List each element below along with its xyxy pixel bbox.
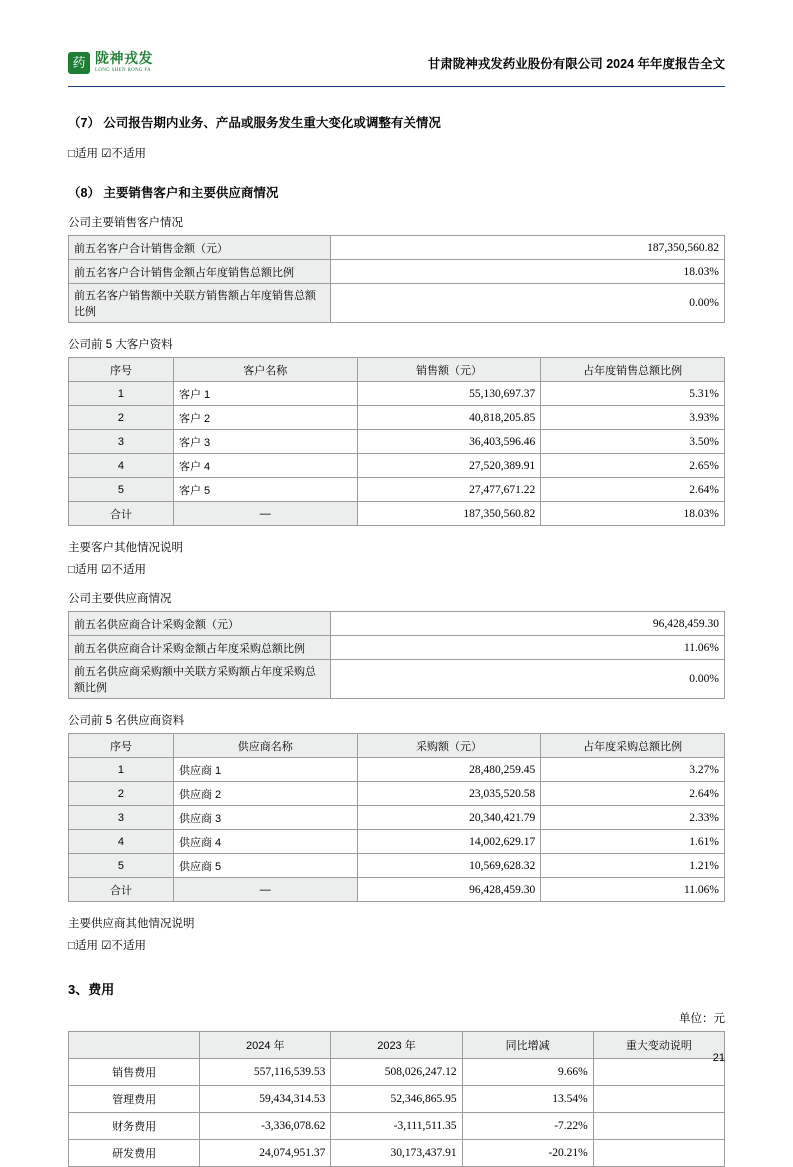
cell-ratio: 2.65% [541,454,725,478]
cell-ratio: 1.61% [541,830,725,854]
cell-ratio: 2.64% [541,782,725,806]
cell-index: 3 [69,430,174,454]
cell-change: 9.66% [462,1059,593,1086]
customer-detail-table [68,357,725,526]
cell-change: -20.21% [462,1140,593,1167]
table-row [69,806,725,830]
column-header: 客户名称 [173,358,357,382]
cell-expense-name: 财务费用 [69,1113,200,1140]
table-header-row [69,358,725,382]
table-row [69,636,725,660]
cell-name: 供应商 2 [173,782,357,806]
cell-index: 1 [69,382,174,406]
table-row [69,382,725,406]
table-total-row [69,502,725,526]
column-header [69,1032,200,1059]
cell-remark [593,1086,724,1113]
supplier-detail-table [68,733,725,902]
cell-amount: 28,480,259.45 [357,758,541,782]
cell-2023: 30,173,437.91 [331,1140,462,1167]
customer-summary-table [68,235,725,323]
row-value: 11.06% [331,636,725,660]
cell-ratio: 1.21% [541,854,725,878]
row-label: 前五名客户销售额中关联方销售额占年度销售总额比例 [69,284,331,323]
cell-amount: 27,520,389.91 [357,454,541,478]
header-title: 甘肃陇神戎发药业股份有限公司 2024 年年度报告全文 [427,57,725,71]
cell-2024: 557,116,539.53 [200,1059,331,1086]
column-header: 采购额（元） [357,734,541,758]
cell-ratio: 2.64% [541,478,725,502]
cell-amount: 14,002,629.17 [357,830,541,854]
cell-amount: 96,428,459.30 [357,878,541,902]
cell-index: 合计 [69,502,174,526]
table-row [69,1086,725,1113]
row-value: 96,428,459.30 [331,612,725,636]
column-header: 2024 年 [200,1032,331,1059]
cell-index: 4 [69,454,174,478]
cell-ratio: 18.03% [541,502,725,526]
cell-ratio: 3.50% [541,430,725,454]
cell-2023: -3,111,511.35 [331,1113,462,1140]
column-header: 同比增减 [462,1032,593,1059]
table-row [69,454,725,478]
table-row [69,830,725,854]
company-logo [68,52,153,74]
cell-2023: 52,346,865.95 [331,1086,462,1113]
column-header: 2023 年 [331,1032,462,1059]
cell-index: 合计 [69,878,174,902]
table-row [69,430,725,454]
row-label: 前五名供应商合计采购金额（元） [69,612,331,636]
column-header: 供应商名称 [173,734,357,758]
cell-index: 5 [69,478,174,502]
cell-amount: 27,477,671.22 [357,478,541,502]
cell-2024: 59,434,314.53 [200,1086,331,1113]
cell-amount: 187,350,560.82 [357,502,541,526]
cell-ratio: 11.06% [541,878,725,902]
column-header: 占年度采购总额比例 [541,734,725,758]
table-header-row [69,734,725,758]
supplier-summary-caption: 公司主要供应商情况 [68,593,172,605]
supplier-other-caption: 主要供应商其他情况说明 [68,918,195,930]
customer-other-applicability: □适用 ☑不适用 [68,564,146,576]
cell-expense-name: 销售费用 [69,1059,200,1086]
cell-amount: 10,569,628.32 [357,854,541,878]
cell-ratio: 3.93% [541,406,725,430]
cell-ratio: 5.31% [541,382,725,406]
cell-index: 1 [69,758,174,782]
cell-amount: 40,818,205.85 [357,406,541,430]
table-row [69,1140,725,1167]
table-row [69,260,725,284]
column-header: 序号 [69,358,174,382]
logo-text [95,53,153,73]
logo-icon: 药 [68,52,90,74]
cell-change: 13.54% [462,1086,593,1113]
cell-index: 3 [69,806,174,830]
cell-2024: -3,336,078.62 [200,1113,331,1140]
cell-amount: 23,035,520.58 [357,782,541,806]
table-row [69,1113,725,1140]
row-value: 0.00% [331,284,725,323]
cell-name: — [173,878,357,902]
column-header: 序号 [69,734,174,758]
row-value: 18.03% [331,260,725,284]
customer-other-caption: 主要客户其他情况说明 [68,542,183,554]
cell-name: 客户 3 [173,430,357,454]
customer-summary-caption: 公司主要销售客户情况 [68,217,183,229]
column-header: 占年度销售总额比例 [541,358,725,382]
table-row [69,854,725,878]
supplier-detail-caption: 公司前 5 名供应商资料 [68,715,185,727]
cell-name: 客户 1 [173,382,357,406]
table-row [69,1059,725,1086]
table-row [69,612,725,636]
cell-change: -7.22% [462,1113,593,1140]
column-header: 销售额（元） [357,358,541,382]
cell-name: 供应商 1 [173,758,357,782]
row-label: 前五名供应商合计采购金额占年度采购总额比例 [69,636,331,660]
section-7-applicability: □适用 ☑不适用 [68,148,146,160]
cell-remark [593,1113,724,1140]
cell-2023: 508,026,247.12 [331,1059,462,1086]
cell-amount: 55,130,697.37 [357,382,541,406]
cell-name: 供应商 3 [173,806,357,830]
customer-detail-caption: 公司前 5 大客户资料 [68,339,173,351]
column-header: 重大变动说明 [593,1032,724,1059]
section-7-title: （7） 公司报告期内业务、产品或服务发生重大变化或调整有关情况 [68,116,441,130]
page-header [68,40,725,87]
page-number: 21 [712,1052,725,1064]
table-row [69,284,725,323]
cell-expense-name: 管理费用 [69,1086,200,1113]
table-row [69,758,725,782]
cell-name: 客户 4 [173,454,357,478]
table-row [69,660,725,699]
cell-index: 2 [69,782,174,806]
row-label: 前五名客户合计销售金额占年度销售总额比例 [69,260,331,284]
section-8-title: （8） 主要销售客户和主要供应商情况 [68,186,279,200]
cell-name: 供应商 4 [173,830,357,854]
cell-ratio: 3.27% [541,758,725,782]
supplier-other-applicability: □适用 ☑不适用 [68,940,146,952]
supplier-summary-table [68,611,725,699]
cell-name: 供应商 5 [173,854,357,878]
cell-index: 5 [69,854,174,878]
row-value: 0.00% [331,660,725,699]
table-row [69,236,725,260]
row-label: 前五名客户合计销售金额（元） [69,236,331,260]
table-total-row [69,878,725,902]
cell-name: 客户 5 [173,478,357,502]
cell-ratio: 2.33% [541,806,725,830]
cell-amount: 20,340,421.79 [357,806,541,830]
logo-name-en: LONG SHEN RONG FA [95,67,151,73]
cell-expense-name: 研发费用 [69,1140,200,1167]
cell-amount: 36,403,596.46 [357,430,541,454]
cell-index: 2 [69,406,174,430]
cell-name: — [173,502,357,526]
row-value: 187,350,560.82 [331,236,725,260]
table-row [69,782,725,806]
table-row [69,478,725,502]
cell-2024: 24,074,951.37 [200,1140,331,1167]
expense-section-title: 3、费用 [68,982,115,997]
cell-remark [593,1059,724,1086]
expense-table [68,1031,725,1167]
expense-unit-label: 单位：元 [679,1013,725,1025]
row-label: 前五名供应商采购额中关联方采购额占年度采购总额比例 [69,660,331,699]
cell-name: 客户 2 [173,406,357,430]
table-header-row [69,1032,725,1059]
cell-remark [593,1140,724,1167]
table-row [69,406,725,430]
logo-name-cn: 陇神戎发 [95,52,153,68]
cell-index: 4 [69,830,174,854]
